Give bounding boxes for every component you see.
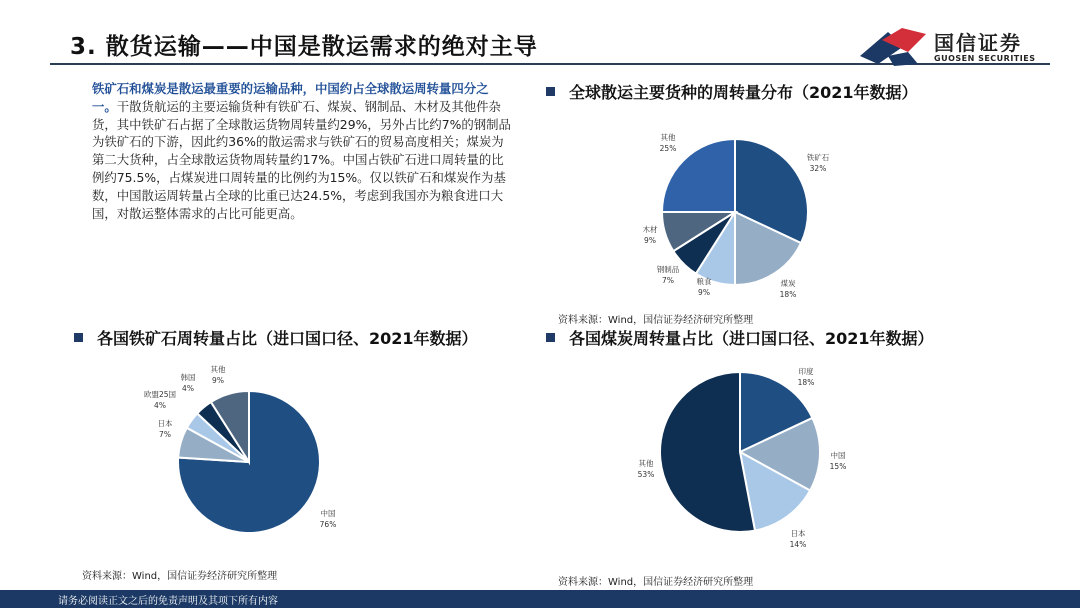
slice-value-label: 9% bbox=[212, 376, 224, 385]
coal-chart-title bbox=[546, 326, 934, 349]
cargo-chart-title bbox=[546, 80, 918, 103]
slice-value-label: 4% bbox=[182, 384, 194, 393]
guosen-logo bbox=[858, 26, 1058, 68]
slice-name-label: 日本 bbox=[790, 529, 806, 538]
slice-value-label: 76% bbox=[319, 520, 337, 529]
footer-bar bbox=[0, 590, 1080, 608]
page-title: 3. 散货运输——中国是散运需求的绝对主导 bbox=[70, 34, 538, 60]
slice-value-label: 53% bbox=[637, 470, 655, 479]
slice-name-label: 煤炭 bbox=[780, 279, 796, 288]
summary-highlight: 铁矿石和煤炭是散运最重要的运输品种，中国约占全球散运周转量四分之一。 bbox=[92, 81, 489, 114]
logo-en-text: GUOSEN SECURITIES bbox=[934, 54, 1036, 63]
slice-value-label: 7% bbox=[159, 430, 171, 439]
iron-chart-title bbox=[74, 326, 478, 349]
slice-value-label: 14% bbox=[789, 540, 807, 549]
guosen-logo-icon bbox=[858, 26, 930, 68]
coal-chart-title-text: 各国煤炭周转量占比（进口国口径、2021年数据） bbox=[569, 329, 934, 348]
bullet-square-icon bbox=[546, 87, 555, 96]
slice-value-label: 9% bbox=[644, 236, 656, 245]
summary-text: 干散货航运的主要运输货种有铁矿石、煤炭、钢制品、木材及其他件杂货，其中铁矿石占据了全球散运货物周转量约29%，另外占比约7%的钢制品为铁矿石的下游，因此约36%的散运需求与铁矿石的贸易高度相关；煤炭为第二大货种，占全球散运货物周转量约17%。中国占铁矿石进口周转量的比例约75.5%，占煤炭进口周转量的比例约为15%。仅以铁矿石和煤炭作为基数，中国散运周转量占全球的比重已达24.5%，考虑到我国亦为粮食进口大国，对散运整体需求的占比可能更高。 bbox=[92, 98, 511, 221]
summary-paragraph bbox=[92, 80, 512, 222]
iron-source-note: 资料来源：Wind，国信证券经济研究所整理 bbox=[82, 571, 278, 582]
slice-name-label: 木材 bbox=[642, 225, 658, 234]
slice-value-label: 9% bbox=[698, 288, 710, 297]
slice-name-label: 其他 bbox=[210, 365, 226, 374]
bullet-square-icon bbox=[74, 333, 83, 342]
bullet-square-icon bbox=[546, 333, 555, 342]
cargo-pie-chart bbox=[620, 118, 860, 314]
slice-name-label: 韩国 bbox=[180, 373, 196, 382]
cargo-chart-title-text: 全球散运主要货种的周转量分布（2021年数据） bbox=[569, 83, 918, 102]
iron-chart-title-text: 各国铁矿石周转量占比（进口国口径、2021年数据） bbox=[97, 329, 478, 348]
slice-name-label: 粮食 bbox=[696, 277, 712, 286]
slice-name-label: 中国 bbox=[320, 509, 336, 518]
slice-value-label: 18% bbox=[779, 290, 797, 299]
slice-value-label: 32% bbox=[809, 164, 827, 173]
logo-cn-text: 国信证券 bbox=[934, 31, 1022, 55]
slice-name-label: 中国 bbox=[830, 451, 846, 460]
coal-pie-chart bbox=[620, 364, 850, 554]
iron-ore-pie-chart bbox=[140, 356, 350, 542]
footer-disclaimer: 请务必阅读正文之后的免责声明及其项下所有内容 bbox=[58, 596, 278, 607]
slice-value-label: 7% bbox=[662, 276, 674, 285]
slice-value-label: 15% bbox=[829, 462, 847, 471]
slice-name-label: 其他 bbox=[638, 459, 654, 468]
slice-name-label: 其他 bbox=[660, 133, 676, 142]
cargo-source-note: 资料来源：Wind，国信证券经济研究所整理 bbox=[558, 315, 754, 326]
slice-name-label: 日本 bbox=[157, 419, 173, 428]
slice-name-label: 铁矿石 bbox=[806, 153, 830, 162]
slice-name-label: 印度 bbox=[798, 367, 814, 376]
slice-name-label: 钢制品 bbox=[656, 265, 680, 274]
slice-value-label: 4% bbox=[154, 401, 166, 410]
slice-value-label: 18% bbox=[797, 378, 815, 387]
slice-name-label: 欧盟25国 bbox=[143, 390, 177, 399]
pie-slice-3 bbox=[660, 372, 755, 532]
slice-value-label: 25% bbox=[659, 144, 677, 153]
coal-source-note: 资料来源：Wind，国信证券经济研究所整理 bbox=[558, 577, 754, 588]
